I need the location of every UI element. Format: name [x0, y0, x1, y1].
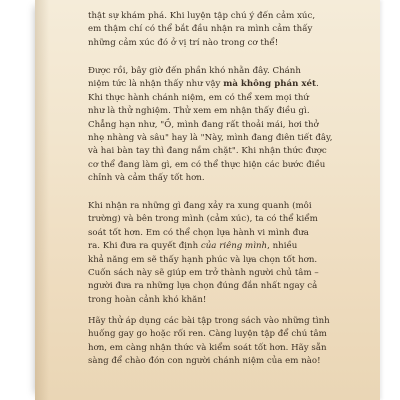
text-run: soát tốt hơn. Em có thể chọn lựa hành vi mình đưa: [88, 227, 309, 238]
text-run: những cảm xúc đó ở vị trí nào trong cơ thể!: [88, 37, 279, 48]
text-run: cơ thể đang làm gì, em có thể thực hiện các bước điều: [88, 159, 326, 170]
bold-text: mà không phán xét: [223, 79, 317, 90]
text-run: Chẳng hạn như, "Ồ, mình đang rất thoải mái, hơi thở: [88, 119, 319, 130]
text-line: [88, 37, 363, 50]
text-line: [88, 159, 363, 172]
text-run: Cuốn sách này sẽ giúp em trở thành người chủ tâm –: [88, 268, 319, 279]
text-line: [88, 23, 363, 36]
paragraph: [88, 315, 363, 369]
text-line: [88, 132, 363, 145]
text-line: [88, 267, 363, 280]
paragraph: [88, 10, 363, 50]
book-page: [35, 0, 380, 400]
paragraph: [88, 200, 363, 307]
text-line: [88, 227, 363, 240]
text-run: niệm tức là nhận thấy như vậy: [88, 79, 224, 90]
text-line: [88, 92, 363, 105]
text-run: người đưa ra những lựa chọn đúng đắn nhất ngay cả: [88, 281, 318, 292]
text-run: ra. Khi đưa ra quyết định: [88, 241, 201, 252]
text-line: [88, 145, 363, 158]
text-line: [88, 240, 363, 253]
text-line: [88, 254, 363, 267]
text-run: Được rồi, bây giờ đến phần khó nhằn đây. Chánh: [88, 66, 301, 76]
text-line: [88, 342, 363, 355]
text-line: [88, 328, 363, 341]
text-run: , nhiều: [267, 241, 298, 252]
text-line: [88, 213, 363, 226]
text-run: hơn, em càng nhận thức và kiểm soát tốt hơn. Hãy sẵn: [88, 342, 327, 353]
text-run: nhẹ nhàng và sâu" hay là "Này, mình đang điên tiết đây,: [88, 133, 333, 144]
text-run: huống gay go hoặc rối ren. Càng luyện tập để chú tâm: [88, 329, 327, 340]
text-run: và hai bàn tay thì đang nắm chặt". Khi nhận thức được: [88, 146, 327, 157]
text-run: trường) và bên trong mình (cảm xúc), ta có thể kiểm: [88, 214, 318, 225]
text-line: [88, 315, 363, 328]
text-line: [88, 119, 363, 132]
text-run: khả năng em sẽ thấy hạnh phúc và lựa chọn tốt hơn.: [88, 254, 318, 265]
text-run: chỉnh và cảm thấy tốt hơn.: [88, 173, 205, 184]
text-run: em thậm chí có thể bắt đầu nhận ra mình cảm thấy: [88, 24, 313, 35]
text-line: [88, 78, 363, 91]
text-line: [88, 200, 363, 213]
text-line: [88, 294, 363, 307]
text-run: Khi nhận ra những gì đang xảy ra xung quanh (môi: [88, 201, 312, 211]
paragraph: [88, 65, 363, 186]
text-line: [88, 172, 363, 185]
text-run: thật sự khám phá. Khi luyện tập chú ý đến cảm xúc,: [88, 11, 316, 21]
text-run: trong hoàn cảnh khó khăn!: [88, 294, 207, 305]
text-run: Hãy thử áp dụng các bài tập trong sách vào những tình: [88, 316, 330, 326]
text-run: như là thử nghiệm. Thử xem em nhận thấy điều gì.: [88, 106, 310, 117]
text-line: [88, 280, 363, 293]
text-run: .: [316, 79, 319, 90]
text-run: Khi thực hành chánh niệm, em có thể xem mọi thứ: [88, 92, 309, 103]
text-line: [88, 65, 363, 78]
italic-text: của riêng mình: [200, 241, 268, 252]
text-line: [88, 105, 363, 118]
text-run: sàng để chào đón con người chánh niệm của em nào!: [88, 356, 321, 367]
text-line: [88, 355, 363, 368]
text-line: [88, 10, 363, 23]
